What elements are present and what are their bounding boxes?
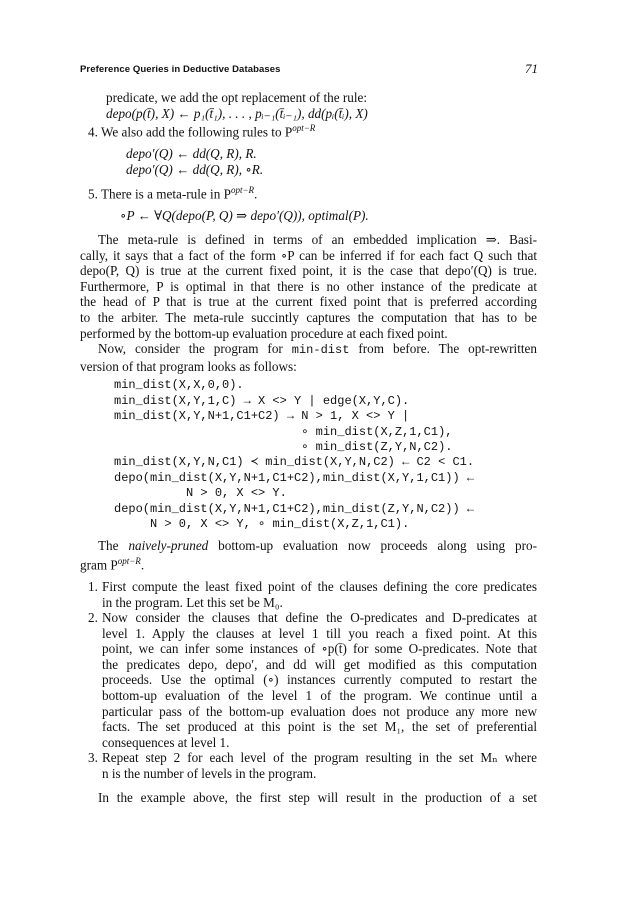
text-line (80, 579, 537, 595)
text-line: predicate, we add the opt replacement of the rule: (106, 90, 368, 105)
list-item-5 (80, 183, 537, 202)
text-span: from before. The opt-rewritten (349, 341, 537, 357)
text-line: in the program. Let this set be M₀. (102, 594, 283, 610)
text-span: Now, consider the program for (98, 341, 292, 357)
text-line: n is the number of levels in the program. (102, 766, 317, 782)
paragraph-program (80, 341, 537, 374)
rule-formula: depo(p(t̄), X) ← p₁(t̄₁), . . . , pᵢ₋₁(t̄ᵢ₋₁), dd(pᵢ(t̄ᵢ), X) (106, 105, 368, 121)
code-block (80, 378, 537, 532)
text-line: level 1. Apply the clauses at level 1 till you reach a fixed point. At this (102, 625, 537, 641)
superscript: opt−R (117, 555, 141, 566)
code-line: min_dist(X,Y,N,C1) ≺ min_dist(X,Y,N,C2) ← C2 < C1. (114, 455, 475, 470)
text-span: Repeat step 2 for each level of the program resulting in the set Mₙ where (102, 750, 537, 766)
evaluation-steps-list (80, 579, 537, 782)
punctuation: . (140, 557, 145, 573)
text-line (80, 750, 537, 766)
text-line: the predicates depo, depo′, and dd will get modified as this computation (102, 656, 537, 672)
list-number: 1. (88, 578, 98, 594)
list-item-step-2 (80, 610, 537, 750)
superscript: opt−R (292, 123, 316, 134)
punctuation: . (254, 186, 258, 202)
text-line (80, 610, 537, 626)
text-line: cally, it says that a fact of the form ∘P can be inferred if for each fact Q such that (80, 247, 537, 263)
text-line: version of that program looks as follows: (80, 358, 297, 374)
text-line: performed by the bottom-up evaluation procedure at each fixed point. (80, 325, 448, 341)
list-item-step-1 (80, 579, 537, 610)
text-line (80, 341, 537, 359)
text-line: consequences at level 1. (102, 734, 230, 750)
text-line (80, 538, 537, 554)
text-span: gram P (80, 557, 118, 573)
inline-code: min-dist (291, 343, 350, 358)
code-line: min_dist(X,Y,N+1,C1+C2) → N > 1, X <> Y | (114, 409, 410, 424)
page-body (80, 90, 537, 805)
list-item-4 (80, 121, 537, 140)
text-line: particular pass of the bottom-up evaluation does not produce any more new (102, 703, 537, 719)
list-item-step-3 (80, 750, 537, 781)
text-span: Now consider the clauses that define the O-predicates and D-predicates at (102, 610, 537, 626)
text-line (80, 554, 537, 573)
rule-formula: depo′(Q) ← dd(Q, R), ∘R. (126, 161, 264, 177)
emphasis: naively-pruned (128, 538, 209, 554)
rule-formula: depo′(Q) ← dd(Q, R), R. (126, 146, 257, 162)
text-line: the head of P that is true at the current fixed point that is preferred according (80, 294, 537, 310)
superscript: opt−R (230, 185, 255, 196)
text-line: point, we can infer some instances of ∘p(t̄) for some O-predicates. Note that (102, 641, 537, 657)
text-line: to the arbiter. The meta-rule succintly captures the computation that has to be (80, 309, 537, 325)
code-line: min_dist(X,Y,1,C) → X <> Y | edge(X,Y,C). (114, 393, 410, 408)
running-header: Preference Queries in Deductive Databases (80, 64, 281, 75)
list-item-text: 4. We also add the following rules to P (88, 124, 293, 140)
paragraph-meta-rule (80, 232, 537, 341)
code-line: N > 0, X <> Y, ∘ min_dist(X,Z,1,C1). (114, 516, 410, 531)
text-span: The (98, 538, 129, 554)
text-span: First compute the least fixed point of the clauses defining the core predicates (102, 578, 537, 594)
paragraph-naively-pruned (80, 538, 537, 573)
meta-rule-formula: ∘P ← ∀Q(depo(P, Q) ⇒ depo′(Q)), optimal(P). (120, 208, 369, 224)
text-line: facts. The set produced at this point is the set M₁, the set of preferential (102, 719, 537, 735)
code-line: N > 0, X <> Y. (114, 486, 287, 501)
text-span: bottom-up evaluation now proceeds along using pro- (208, 538, 537, 554)
paragraph-final: In the example above, the first step will result in the production of a set (98, 789, 537, 805)
code-line: depo(min_dist(X,Y,N+1,C1+C2),min_dist(X,Y,1,C1)) ← (114, 470, 475, 485)
text-line: depo(P, Q) is true at the current fixed point, it is the case that depo′(Q) is true. (80, 263, 537, 279)
code-line: ∘ min_dist(Z,Y,N,C2). (114, 439, 453, 454)
list-item-text: 5. There is a meta-rule in P (88, 186, 231, 202)
code-line: min_dist(X,X,0,0). (114, 378, 244, 393)
list-number: 2. (88, 610, 98, 626)
code-line: depo(min_dist(X,Y,N+1,C1+C2),min_dist(Z,Y,N,C2)) ← (114, 501, 475, 516)
list-number: 3. (88, 750, 98, 766)
text-line: proceeds. Use the optimal (∘) instances currently computed to restart the (102, 672, 537, 688)
page-number: 71 (525, 61, 538, 76)
text-line: Furthermore, P is optimal in that there is no other instance of the predicate at (80, 278, 537, 294)
code-line: ∘ min_dist(X,Z,1,C1), (114, 424, 453, 439)
text-line: bottom-up evaluation of the level 1 of the program. We continue until a (102, 688, 537, 704)
text-line: The meta-rule is defined in terms of an embedded implication ⇒. Basi- (98, 231, 537, 247)
